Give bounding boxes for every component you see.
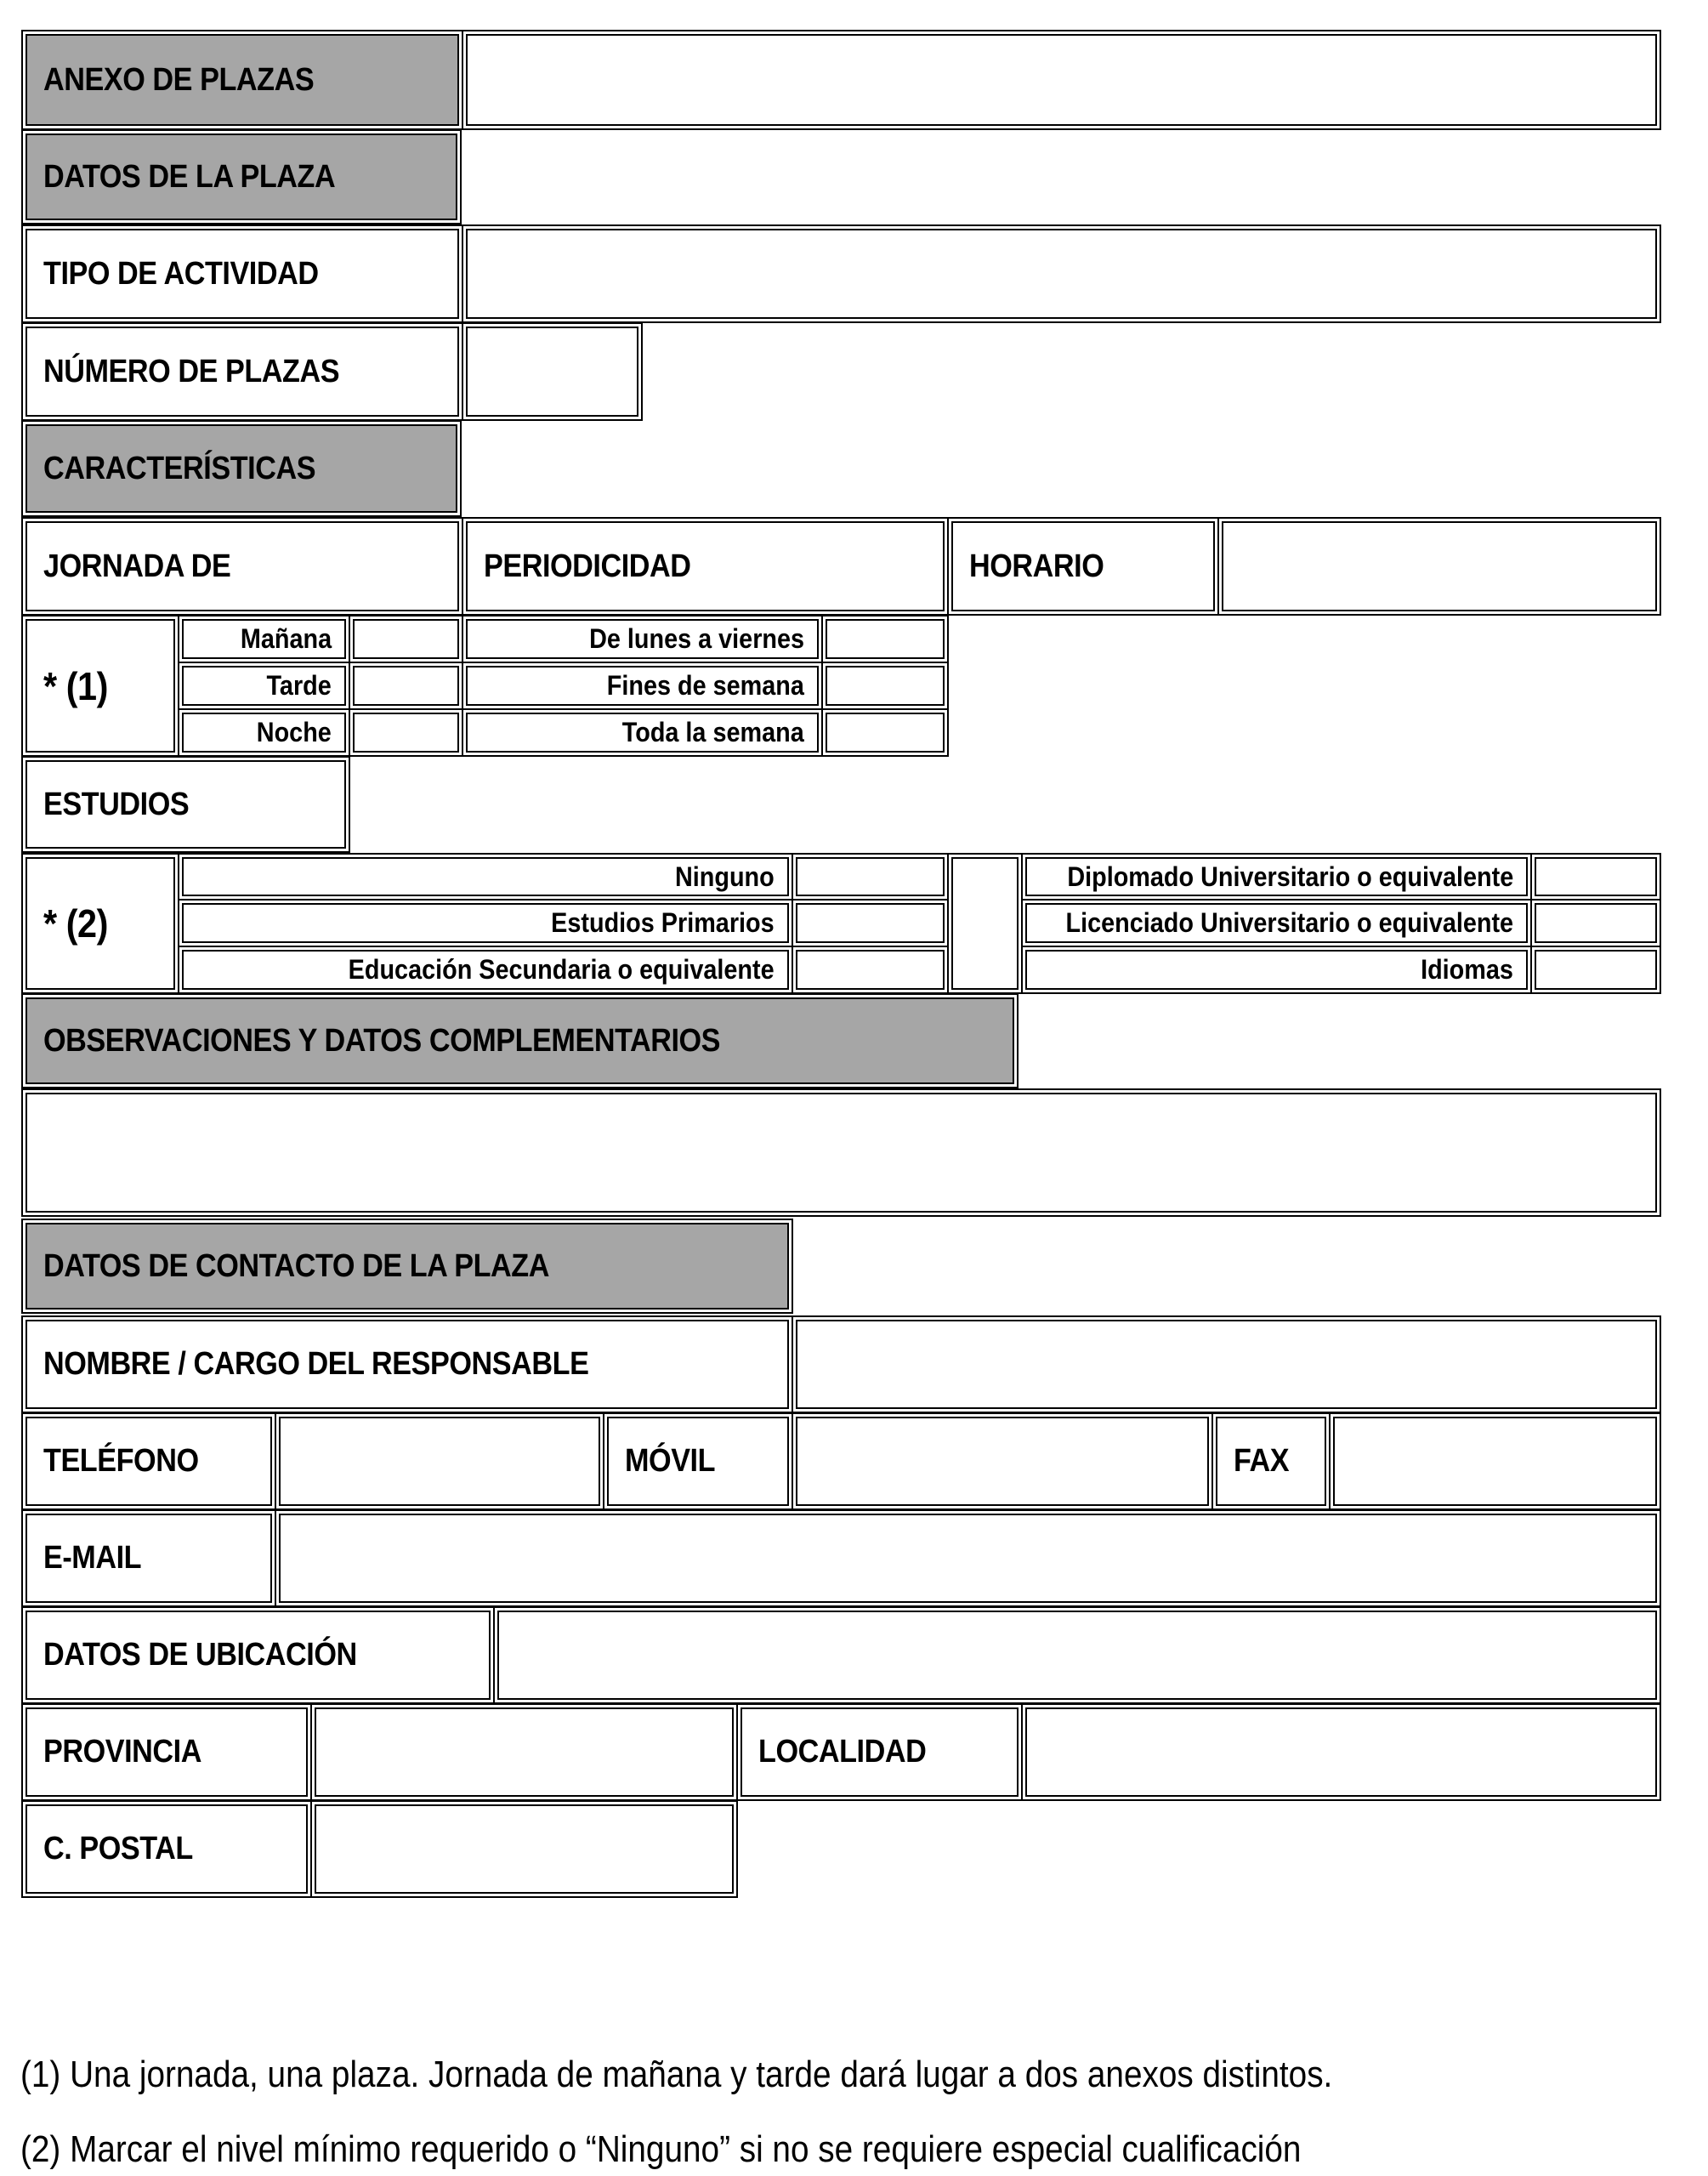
horario-label [947,517,1219,616]
footnote-2 [20,2128,1476,2171]
footnote-1 [20,2054,1512,2096]
estudios-option-licenciado-text: Licenciado Universitario o equivalente [1065,907,1513,938]
telefono-text: TELÉFONO [43,1443,199,1479]
telefono-label [21,1412,276,1510]
datos-de-ubicacion-text: DATOS DE UBICACIÓN [43,1637,357,1673]
c-postal-text: C. POSTAL [43,1831,193,1866]
jornada-noche-checkbox[interactable] [349,708,463,757]
estudios-licenciado-checkbox[interactable] [1530,899,1661,947]
periodicidad-toda-semana-checkbox[interactable] [821,708,949,757]
periodicidad-text: PERIODICIDAD [484,548,691,584]
email-text: E-MAIL [43,1540,142,1576]
c-postal-label [21,1800,312,1898]
nombre-cargo-label [21,1315,793,1413]
fax-text: FAX [1234,1443,1290,1479]
estudios-option-primarios-text: Estudios Primarios [551,907,775,938]
fax-label [1211,1412,1331,1510]
jornada-option-tarde-text: Tarde [266,670,332,701]
estudios-ninguno-checkbox[interactable] [792,853,949,901]
estudios-primarios-checkbox[interactable] [792,899,949,947]
estudios-option-licenciado [1021,899,1532,947]
jornada-option-tarde [178,662,350,710]
datos-de-ubicacion-field[interactable] [493,1606,1661,1704]
numero-de-plazas-label [21,322,463,421]
estudios-text: ESTUDIOS [43,786,190,822]
estudios-separator-cell [947,853,1023,994]
periodicidad-option-toda-semana-text: Toda la semana [622,717,804,747]
jornada-manana-checkbox[interactable] [349,615,463,663]
c-postal-field[interactable] [310,1800,738,1898]
provincia-field[interactable] [310,1703,738,1801]
estudios-option-ninguno [178,853,793,901]
observaciones-field[interactable] [21,1088,1661,1217]
anexo-de-plazas-field[interactable] [462,30,1661,130]
footnote-1-text: (1) Una jornada, una plaza. Jornada de mañana y tarde dará lugar a dos anexos distintos. [20,2054,1333,2095]
periodicidad-label [462,517,949,616]
datos-de-contacto-text: DATOS DE CONTACTO DE LA PLAZA [43,1247,549,1284]
fax-field[interactable] [1329,1412,1661,1510]
periodicidad-lunes-viernes-checkbox[interactable] [821,615,949,663]
jornada-de-text: JORNADA DE [43,548,231,584]
estudios-diplomado-checkbox[interactable] [1530,853,1661,901]
telefono-field[interactable] [275,1412,604,1510]
estudios-option-idiomas-text: Idiomas [1421,954,1513,985]
horario-field[interactable] [1217,517,1661,616]
datos-de-la-plaza-header [21,129,462,224]
observaciones-text: OBSERVACIONES Y DATOS COMPLEMENTARIOS [43,1022,721,1059]
localidad-field[interactable] [1021,1703,1661,1801]
provincia-label [21,1703,312,1801]
estudios-secundaria-checkbox[interactable] [792,946,949,994]
movil-field[interactable] [792,1412,1213,1510]
note-1-marker [21,615,179,757]
estudios-option-secundaria-text: Educación Secundaria o equivalente [349,954,775,985]
jornada-option-noche-text: Noche [256,717,332,747]
localidad-text: LOCALIDAD [758,1734,927,1770]
estudios-option-ninguno-text: Ninguno [675,861,775,892]
jornada-de-label [21,517,463,616]
localidad-label [736,1703,1023,1801]
movil-label [603,1412,793,1510]
periodicidad-fines-semana-checkbox[interactable] [821,662,949,710]
note-2-marker-text: * (2) [43,901,108,946]
anexo-de-plazas-label [21,30,463,130]
jornada-option-manana [178,615,350,663]
email-label [21,1509,276,1607]
jornada-option-manana-text: Mañana [240,623,332,654]
anexo-de-plazas-text: ANEXO DE PLAZAS [43,61,315,98]
periodicidad-option-fines-semana [462,662,823,710]
note-1-marker-text: * (1) [43,663,108,708]
periodicidad-option-fines-semana-text: Fines de semana [606,670,804,701]
periodicidad-option-lunes-viernes [462,615,823,663]
estudios-option-secundaria [178,946,793,994]
tipo-de-actividad-field[interactable] [462,224,1661,323]
jornada-option-noche [178,708,350,757]
observaciones-header [21,993,1019,1088]
periodicidad-option-lunes-viernes-text: De lunes a viernes [589,623,804,654]
caracteristicas-text: CARACTERÍSTICAS [43,450,316,486]
nombre-cargo-text: NOMBRE / CARGO DEL RESPONSABLE [43,1346,589,1382]
datos-de-la-plaza-text: DATOS DE LA PLAZA [43,158,336,195]
horario-text: HORARIO [969,548,1104,584]
tipo-de-actividad-text: TIPO DE ACTIVIDAD [43,255,319,292]
datos-de-contacto-header [21,1219,793,1314]
movil-text: MÓVIL [625,1443,716,1479]
estudios-option-diplomado-text: Diplomado Universitario o equivalente [1067,861,1513,892]
tipo-de-actividad-label [21,224,463,323]
note-2-marker [21,853,179,994]
email-field[interactable] [275,1509,1661,1607]
caracteristicas-header [21,420,462,517]
numero-de-plazas-field[interactable] [462,322,643,421]
footnote-2-text: (2) Marcar el nivel mínimo requerido o “Ninguno” si no se requiere especial cualificación [20,2128,1302,2170]
periodicidad-option-toda-semana [462,708,823,757]
provincia-text: PROVINCIA [43,1734,201,1770]
estudios-label [21,756,350,853]
estudios-idiomas-checkbox[interactable] [1530,946,1661,994]
datos-de-ubicacion-label [21,1606,495,1704]
jornada-tarde-checkbox[interactable] [349,662,463,710]
estudios-option-diplomado [1021,853,1532,901]
estudios-option-primarios [178,899,793,947]
estudios-option-idiomas [1021,946,1532,994]
nombre-cargo-field[interactable] [792,1315,1661,1413]
numero-de-plazas-text: NÚMERO DE PLAZAS [43,353,340,389]
